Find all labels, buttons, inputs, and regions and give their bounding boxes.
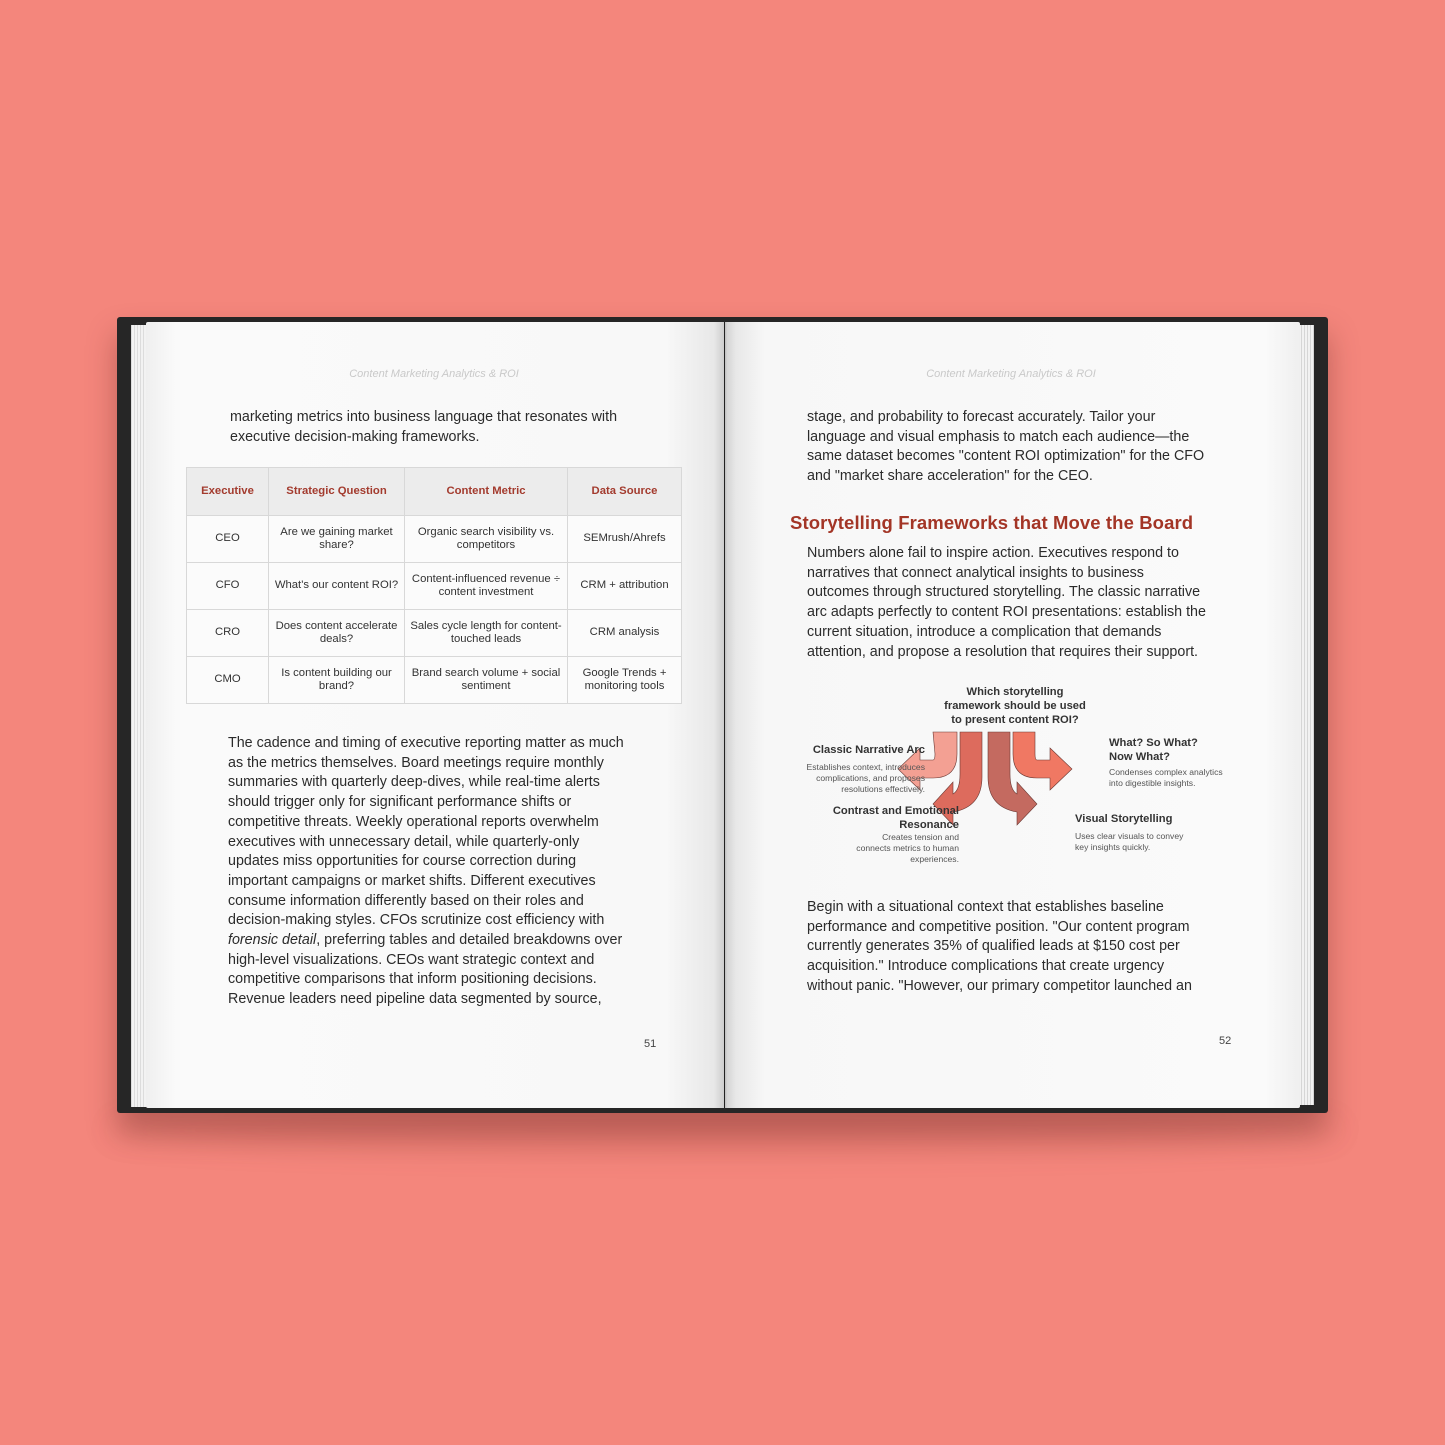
title-line: What? So What? — [1109, 737, 1198, 749]
desc-line: Condenses complex analytics — [1109, 767, 1223, 777]
contrast-emotional-title — [799, 805, 959, 832]
text-line: performance and competitive position. "Our content program — [807, 918, 1190, 935]
table-cell: Google Trends + monitoring tools — [568, 657, 682, 704]
what-so-what-desc — [1109, 767, 1249, 789]
desc-line: complications, and proposes — [816, 772, 925, 783]
table-cell: CFO — [187, 563, 269, 610]
text-line: executive decision-making frameworks. — [230, 428, 480, 445]
desc-line: into digestible insights. — [1109, 778, 1196, 788]
question-line: to present content ROI? — [951, 714, 1079, 726]
classic-narrative-title: Classic Narrative Arc — [812, 744, 925, 756]
text-line: current situation, introduce a complication that demands — [807, 623, 1162, 640]
table-cell: SEMrush/Ahrefs — [568, 516, 682, 563]
text-line: currently generates 35% of qualified leads at $150 cost per — [807, 938, 1180, 955]
table-row — [187, 516, 682, 563]
table-cell: Content-influenced revenue ÷ content investment — [405, 563, 568, 610]
table-row — [187, 657, 682, 704]
running-head-left: Content Marketing Analytics & ROI — [349, 368, 519, 380]
text-fragment: , preferring tables and detailed breakdowns over — [316, 932, 623, 949]
classic-narrative-desc — [785, 762, 925, 795]
book-spine-shadow — [714, 322, 736, 1108]
table-cell: Is content building our brand? — [269, 657, 405, 704]
header-executive: Executive — [187, 468, 269, 516]
text-line: summaries with quarterly deep-dives, while real-time alerts — [228, 774, 600, 791]
text-line: high-level visualizations. CEOs want strategic context and — [228, 951, 595, 968]
text-line: updates miss opportunities for course correction during — [228, 853, 577, 870]
text-line: competitive threats. Weekly operational reports overwhelm — [228, 813, 599, 830]
header-content-metric: Content Metric — [405, 468, 568, 516]
desc-line: key insights quickly. — [1075, 841, 1151, 852]
text-line: narratives that connect analytical insights to business — [807, 564, 1144, 581]
text-line: without panic. "However, our primary competitor launched an — [807, 977, 1192, 994]
table-cell: Sales cycle length for content-touched leads — [405, 610, 568, 657]
running-head-right: Content Marketing Analytics & ROI — [926, 368, 1096, 380]
question-line: Which storytelling — [966, 686, 1064, 698]
desc-line: Creates tension and — [882, 832, 959, 842]
desc-line: experiences. — [910, 854, 959, 864]
text-line: as the metrics themselves. Board meetings require monthly — [228, 754, 604, 771]
tailor-paragraph — [807, 408, 1204, 487]
header-data-source: Data Source — [568, 468, 682, 516]
visual-storytelling-title: Visual Storytelling — [1075, 813, 1173, 825]
text-line: competitive comparisons that inform positioning decisions. — [228, 971, 597, 988]
text-line: same dataset becomes "content ROI optimization" for the CFO — [807, 448, 1205, 465]
header-strategic-question: Strategic Question — [269, 468, 405, 516]
italic-phrase: forensic detail — [228, 932, 317, 949]
desc-line: Establishes context, introduces — [806, 761, 925, 772]
text-line: marketing metrics into business language that resonates with — [230, 409, 618, 425]
page-edges-right — [1299, 325, 1314, 1105]
text-line: outcomes through structured storytelling. The classic narrative — [807, 584, 1201, 601]
visual-storytelling-block — [1075, 813, 1225, 853]
desc-line: resolutions effectively. — [841, 783, 925, 794]
table-cell: CEO — [187, 516, 269, 563]
classic-narrative-block — [785, 744, 925, 795]
arrow-what-so-what — [1013, 732, 1072, 790]
title-line: Now What? — [1109, 750, 1170, 763]
situational-paragraph — [807, 898, 1192, 997]
page-edges-left — [131, 325, 147, 1107]
text-line: Begin with a situational context that establishes baseline — [807, 899, 1164, 915]
text-line — [228, 931, 624, 951]
right-page — [725, 322, 1300, 1108]
text-line: executives with unnecessary detail, while quarterly-only — [228, 833, 580, 850]
left-page — [146, 322, 724, 1108]
intro-paragraph — [230, 408, 617, 447]
contrast-emotional-desc — [799, 832, 959, 865]
text-line: important campaigns or market shifts. Different executives — [228, 872, 596, 889]
executive-metrics-table — [186, 467, 682, 704]
text-line: consume information differently based on their roles and — [228, 892, 584, 909]
title-line: Contrast and Emotional — [832, 805, 959, 817]
table-header-row — [187, 468, 682, 516]
what-so-what-block — [1109, 737, 1249, 789]
text-line: language and visual emphasis to match each audience—the — [807, 428, 1190, 445]
contrast-emotional-block — [799, 805, 959, 865]
text-line: arc adapts perfectly to content ROI presentations: establish the — [807, 604, 1206, 621]
text-line: Numbers alone fail to inspire action. Executives respond to — [807, 545, 1179, 561]
table-cell: Organic search visibility vs. competitors — [405, 516, 568, 563]
text-line: stage, and probability to forecast accurately. Tailor your — [807, 409, 1156, 425]
text-line: acquisition." Introduce complications that create urgency — [807, 958, 1165, 975]
page-number-left: 51 — [644, 1038, 657, 1050]
table-cell: CMO — [187, 657, 269, 704]
text-line: decision-making styles. CFOs scrutinize cost efficiency with — [228, 912, 605, 929]
storytelling-framework-diagram — [785, 682, 1245, 882]
page-number-right: 52 — [1219, 1035, 1232, 1047]
table-cell: CRO — [187, 610, 269, 657]
text-line: should trigger only for significant performance shifts or — [228, 794, 572, 811]
table-cell: Are we gaining market share? — [269, 516, 405, 563]
section-heading: Storytelling Frameworks that Move the Board — [790, 512, 1194, 533]
text-line: attention, and propose a resolution that requires their support. — [807, 643, 1199, 660]
text-line: The cadence and timing of executive reporting matter as much — [228, 735, 624, 751]
visual-storytelling-desc — [1075, 831, 1225, 853]
what-so-what-title — [1109, 737, 1249, 764]
book-shadow — [110, 1110, 1340, 1150]
table-row — [187, 610, 682, 657]
table-cell: CRM + attribution — [568, 563, 682, 610]
desc-line: Uses clear visuals to convey — [1075, 830, 1184, 841]
desc-line: connects metrics to human — [856, 843, 959, 853]
storytelling-paragraph — [807, 544, 1206, 662]
title-line: Resonance — [899, 818, 959, 831]
question-line: framework should be used — [944, 700, 1086, 712]
table-cell: What's our content ROI? — [269, 563, 405, 610]
text-line: and "market share acceleration" for the CEO. — [807, 468, 1093, 485]
text-line: Revenue leaders need pipeline data segmented by source, — [228, 991, 602, 1008]
cadence-paragraph — [228, 734, 624, 1010]
table-row — [187, 563, 682, 610]
table-cell: CRM analysis — [568, 610, 682, 657]
table-cell: Brand search volume + social sentiment — [405, 657, 568, 704]
table-cell: Does content accelerate deals? — [269, 610, 405, 657]
